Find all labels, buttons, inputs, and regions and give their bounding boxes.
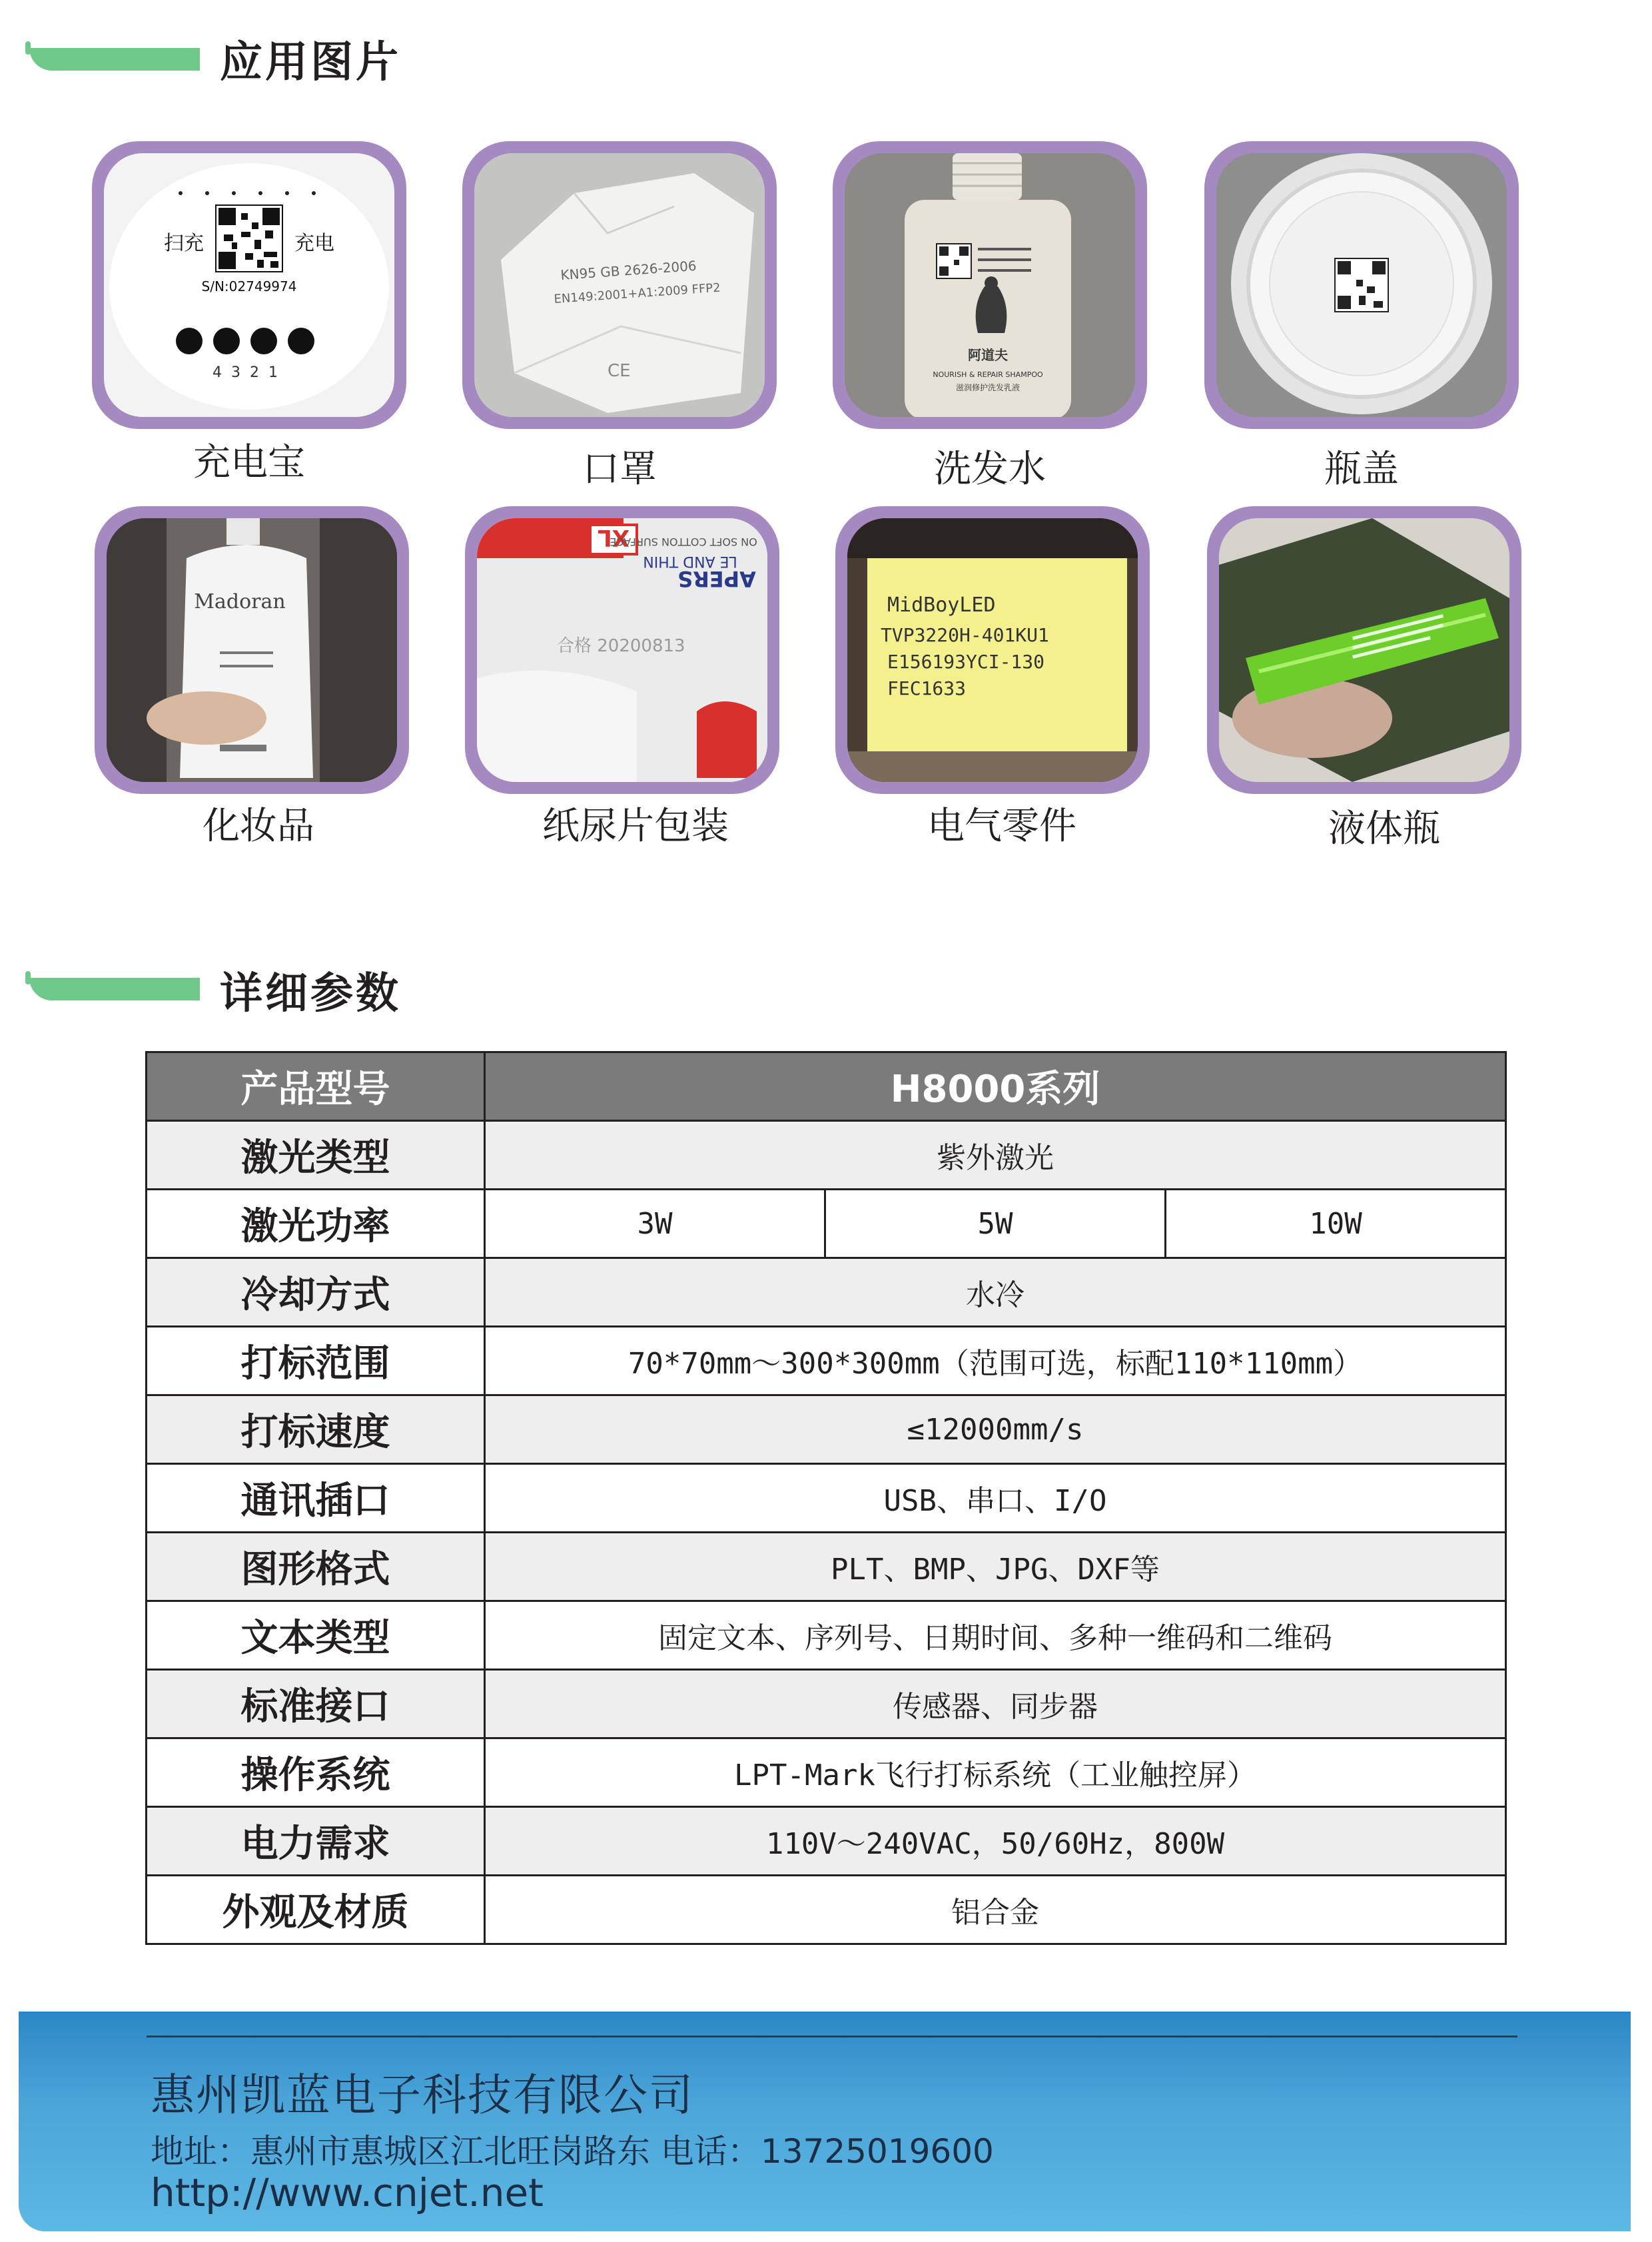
row-value: 铝合金 [485, 1876, 1506, 1944]
header-value: H8000系列 [485, 1052, 1506, 1121]
row-value: 水冷 [485, 1258, 1506, 1327]
table-row [147, 1327, 1506, 1395]
power-bank-port-numbers: 4 3 2 1 [212, 364, 278, 381]
cosmetics-image [107, 518, 397, 782]
power-bank-serial: S/N:02749974 [201, 278, 297, 294]
cosmetics-brand: Madoran [194, 590, 286, 613]
row-label: 激光功率 [147, 1190, 485, 1258]
application-card-shampoo [833, 141, 1147, 429]
table-row [147, 1121, 1506, 1190]
application-card-liquid-bottle [1207, 506, 1521, 794]
row-value: USB、串口、I/O [485, 1464, 1506, 1533]
row-value: 固定文本、序列号、日期时间、多种一维码和二维码 [485, 1601, 1506, 1670]
company-name: 惠州凯蓝电子科技有限公司 [151, 2069, 694, 2121]
table-row [147, 1601, 1506, 1670]
application-card-power-bank [92, 141, 406, 429]
table-row [147, 1190, 1506, 1258]
footer-banner [19, 2012, 1631, 2231]
diaper-package-image [477, 518, 767, 782]
table-row [147, 1464, 1506, 1533]
row-label: 打标范围 [147, 1327, 485, 1395]
bottle-cap-image [1216, 153, 1507, 417]
diaper-date: 合格 20200813 [557, 636, 685, 656]
svg-text:CE: CE [608, 361, 631, 381]
row-label: 文本类型 [147, 1601, 485, 1670]
row-label: 外观及材质 [147, 1876, 485, 1944]
footer-divider [147, 2036, 1517, 2038]
mask-print-line1: KN95 GB 2626-2006 [560, 257, 697, 283]
caption-bottle-cap: 瓶盖 [1324, 448, 1399, 491]
row-value-3w: 3W [485, 1190, 825, 1258]
application-card-mask [462, 141, 777, 429]
part-line2: TVP3220H-401KU1 [881, 624, 1049, 646]
row-value: LPT-Mark飞行打标系统（工业触控屏） [485, 1738, 1506, 1807]
table-row [147, 1258, 1506, 1327]
caption-diaper-package: 纸尿片包装 [542, 805, 729, 848]
row-label: 打标速度 [147, 1395, 485, 1464]
row-value: 传感器、同步器 [485, 1670, 1506, 1738]
table-row [147, 1533, 1506, 1601]
table-row [147, 1807, 1506, 1876]
diaper-text3: APERS [677, 566, 756, 591]
row-value: ≤12000mm/s [485, 1395, 1506, 1464]
shampoo-sub2: 滋润修护洗发乳液 [955, 383, 1021, 392]
section-accent-bar [29, 978, 200, 1000]
header-label: 产品型号 [147, 1052, 485, 1121]
row-value: PLT、BMP、JPG、DXF等 [485, 1533, 1506, 1601]
liquid-bottle-image [1219, 518, 1509, 782]
table-row [147, 1876, 1506, 1944]
power-bank-right-text: 充电 [294, 232, 334, 255]
row-label: 电力需求 [147, 1807, 485, 1876]
diaper-size: XL [598, 524, 629, 551]
table-row [147, 1670, 1506, 1738]
params-title: 详细参数 [220, 969, 401, 1018]
application-card-electrical-part [835, 506, 1150, 794]
row-label: 操作系统 [147, 1738, 485, 1807]
shampoo-image [845, 153, 1135, 417]
row-value-5w: 5W [825, 1190, 1166, 1258]
part-line4: FEC1633 [887, 677, 967, 699]
application-card-bottle-cap [1204, 141, 1519, 429]
caption-liquid-bottle: 液体瓶 [1328, 807, 1440, 851]
power-bank-left-text: 扫充 [164, 232, 204, 255]
table-header-row [147, 1052, 1506, 1121]
caption-mask: 口罩 [582, 448, 657, 491]
row-label: 标准接口 [147, 1670, 485, 1738]
shampoo-sub: NOURISH & REPAIR SHAMPOO [933, 370, 1043, 379]
table-row [147, 1395, 1506, 1464]
mask-print-line2: EN149:2001+A1:2009 FFP2 [553, 280, 721, 306]
parameter-table [145, 1051, 1507, 1945]
shampoo-brand: 阿道夫 [968, 347, 1008, 363]
section-accent-bar [29, 48, 200, 71]
power-bank-image [104, 153, 394, 417]
application-card-diaper-package [465, 506, 779, 794]
caption-cosmetics: 化妆品 [203, 805, 314, 848]
applications-title: 应用图片 [220, 38, 401, 87]
diaper-text: ON SOFT COTTON SURFACE [610, 536, 757, 548]
caption-shampoo: 洗发水 [934, 448, 1046, 491]
table-row [147, 1738, 1506, 1807]
row-value: 110V～240VAC，50/60Hz，800W [485, 1807, 1506, 1876]
row-value: 紫外激光 [485, 1121, 1506, 1190]
row-label: 激光类型 [147, 1121, 485, 1190]
mask-image [474, 153, 765, 417]
application-card-cosmetics [95, 506, 409, 794]
caption-electrical-part: 电气零件 [927, 805, 1076, 848]
row-label: 通讯插口 [147, 1464, 485, 1533]
diaper-text2: LE AND THIN [643, 553, 737, 569]
row-value-10w: 10W [1166, 1190, 1506, 1258]
company-address: 地址：惠州市惠城区江北旺岗路东 电话：13725019600 [151, 2132, 994, 2171]
row-label: 图形格式 [147, 1533, 485, 1601]
part-line3: E156193YCI-130 [887, 651, 1045, 673]
row-value: 70*70mm～300*300mm（范围可选，标配110*110mm） [485, 1327, 1506, 1395]
caption-power-bank: 充电宝 [193, 441, 305, 484]
company-website-link[interactable]: http://www.cnjet.net [151, 2170, 544, 2215]
row-label: 冷却方式 [147, 1258, 485, 1327]
electrical-part-image [847, 518, 1138, 782]
part-line1: MidBoyLED [887, 593, 996, 617]
